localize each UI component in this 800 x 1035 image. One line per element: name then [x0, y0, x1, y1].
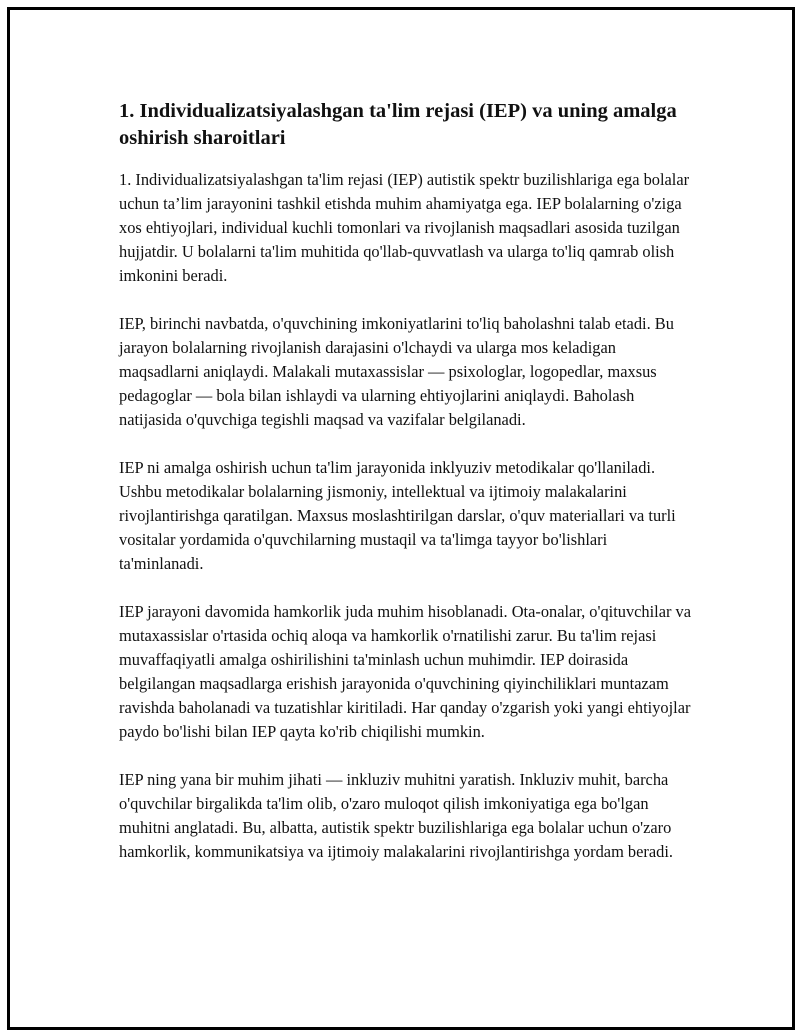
paragraph-3: IEP ni amalga oshirish uchun ta'lim jarayonida inklyuziv metodikalar qo'llaniladi. Ushbu metodikalar bolalarning jismoniy, intellektual va ijtimoiy malakalarini rivojlantirishga qaratilgan. Maxsus moslashtirilgan darslar, o'quv materiallari va turli vositalar yordamida o'quvchilarning mustaqil va ta'limga tayyor bo'lishlari ta'minlanadi.: [119, 458, 676, 573]
document-body: [119, 98, 694, 888]
paragraph-5: IEP ning yana bir muhim jihati — inkluziv muhitni yaratish. Inkluziv muhit, barcha o'quvchilar birgalikda ta'lim olib, o'zaro muloqot qilish imkoniyatiga ega bo'lgan muhitni anglatadi. Bu, albatta, autistik spektr buzilishlariga ega bolalar uchun o'zaro hamkorlik, kommunikatsiya va ijtimoiy malakalarini rivojlantirishga yordam beradi.: [119, 770, 673, 861]
page-frame: [7, 7, 795, 1030]
paragraph-2: IEP, birinchi navbatda, o'quvchining imkoniyatlarini to'liq baholashni talab etadi. Bu jarayon bolalarning rivojlanish darajasini o'lchaydi va ularga mos keladigan maqsadlarni aniqlaydi. Malakali mutaxassislar — psixologlar, logopedlar, maxsus pedagoglar — bola bilan ishlaydi va ularning ehtiyojlarini aniqlaydi. Baholash natijasida o'quvchiga tegishli maqsad va vazifalar belgilanadi.: [119, 314, 674, 429]
paragraph-1: 1. Individualizatsiyalashgan ta'lim rejasi (IEP) autistik spektr buzilishlariga ega bolalar uchun ta’lim jarayonini tashkil etishda muhim ahamiyatga ega. IEP bolalarning o'ziga xos ehtiyojlari, individual kuchli tomonlari va rivojlanish maqsadlari asosida tuzilgan hujjatdir. U bolalarni ta'lim muhitida qo'llab-quvvatlash va ularga to'liq qamrab olish imkonini beradi.: [119, 170, 690, 285]
paragraph-4: IEP jarayoni davomida hamkorlik juda muhim hisoblanadi. Ota-onalar, o'qituvchilar va mutaxassislar o'rtasida ochiq aloqa va hamkorlik o'rnatilishi zarur. Bu ta'lim rejasi muvaffaqiyatli amalga oshirilishini ta'minlash uchun muhimdir. IEP doirasida belgilangan maqsadlarga erishish jarayonida o'quvchining qiyinchiliklari muntazam ravishda baholanadi va tuzatishlar kiritiladi. Har qanday o'zgarish yoki yangi ehtiyojlar paydo bo'lishi bilan IEP qayta ko'rib chiqilishi mumkin.: [119, 602, 692, 741]
document-title: 1. Individualizatsiyalashgan ta'lim rejasi (IEP) va uning amalga oshirish sharoitlari: [119, 100, 677, 149]
